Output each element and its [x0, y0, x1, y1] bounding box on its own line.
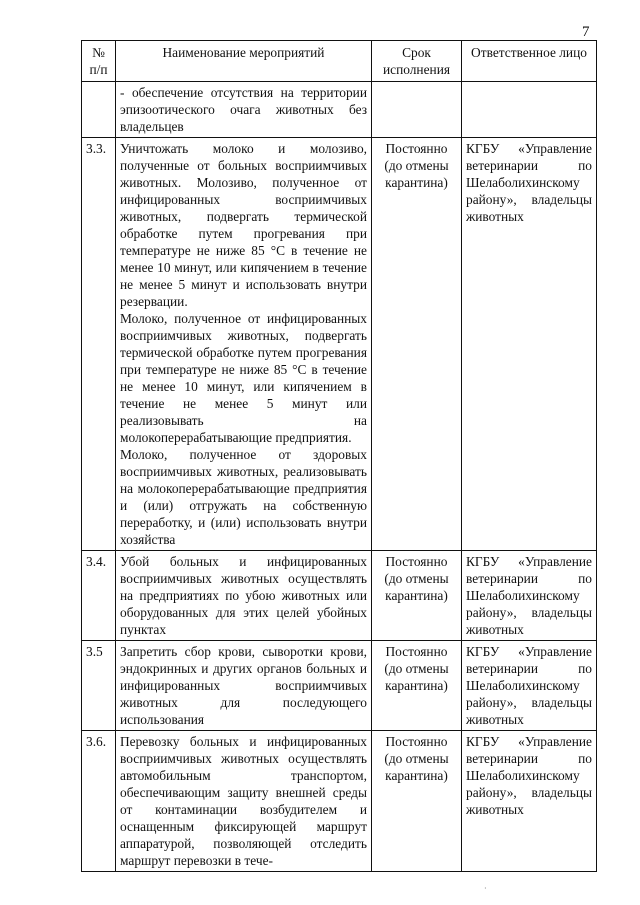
responsible-cell: КГБУ «Управление ветеринарии по Шелаболихинскому району», владельцы животных: [462, 731, 597, 872]
measure-paragraph: Перевозку больных и инфицированных восприимчивых животных осуществлять автомобильным транспортом, обеспечивающим защиту внешней среды от контаминации возбудителем и оснащенным фиксирующей маршрут аппаратурой, позволяющей отследить маршрут перевозки в тече-: [120, 734, 367, 868]
row-number: 3.5: [82, 641, 116, 731]
responsible-cell: КГБУ «Управление ветеринарии по Шелаболихинскому району», владельцы животных: [462, 551, 597, 641]
term-cell: Постоянно (до отмены карантина): [372, 138, 462, 551]
measure-text: [116, 82, 372, 138]
table-header-row: [82, 41, 597, 82]
measure-text: [116, 138, 372, 551]
header-num: № п/п: [82, 41, 116, 82]
measures-table: [81, 40, 597, 872]
table-row: [82, 731, 597, 872]
measure-paragraph: Молоко, полученное от инфицированных восприимчивых животных, подвергать термической обработке путем прогревания при температуре не ниже 85 °С в течение не менее 10 минут, или кипячением в течение не менее 5 минут или реализовывать на молокоперерабатывающие предприятия.: [120, 311, 367, 445]
measure-paragraph: Уничтожать молоко и молозиво, полученные от больных восприимчивых животных. Молозиво, полученное от инфицированных восприимчивых животных, подвергать термической обработке путем прогревания при температуре не ниже 85 °С в течение не менее 10 минут, или кипячением в течение не менее 5 минут и использовать внутри резервации.: [120, 141, 367, 309]
table-row: [82, 551, 597, 641]
row-number: 3.3.: [82, 138, 116, 551]
header-name: Наименование мероприятий: [116, 41, 372, 82]
responsible-cell: КГБУ «Управление ветеринарии по Шелаболихинскому району», владельцы животных: [462, 138, 597, 551]
table-row: [82, 138, 597, 551]
row-number: 3.6.: [82, 731, 116, 872]
page-number: 7: [582, 24, 590, 40]
measure-paragraph: - обеспечение отсутствия на территории эпизоотического очага животных без владельцев: [120, 85, 367, 134]
row-number: [82, 82, 116, 138]
term-cell: Постоянно (до отмены карантина): [372, 641, 462, 731]
header-responsible: Ответственное лицо: [462, 41, 597, 82]
responsible-cell: [462, 82, 597, 138]
measure-text: [116, 641, 372, 731]
term-cell: Постоянно (до отмены карантина): [372, 731, 462, 872]
measure-text: [116, 551, 372, 641]
header-term: Срок исполнения: [372, 41, 462, 82]
responsible-cell: КГБУ «Управление ветеринарии по Шелаболихинскому району», владельцы животных: [462, 641, 597, 731]
measure-text: [116, 731, 372, 872]
scan-speck: ·: [484, 884, 487, 893]
table-row: [82, 641, 597, 731]
measure-paragraph: Молоко, полученное от здоровых восприимчивых животных, реализовывать на молокоперерабатывающие предприятия и (или) отгружать на собственную переработку, и (или) использовать внутри хозяйства: [120, 447, 367, 547]
table-row: [82, 82, 597, 138]
row-number: 3.4.: [82, 551, 116, 641]
term-cell: Постоянно (до отмены карантина): [372, 551, 462, 641]
term-cell: [372, 82, 462, 138]
measure-paragraph: Запретить сбор крови, сыворотки крови, эндокринных и других органов больных и инфицированных восприимчивых животных для последующего использования: [120, 644, 367, 727]
measure-paragraph: Убой больных и инфицированных восприимчивых животных осуществлять на предприятиях по убою животных или оборудованных для этих целей убойных пунктах: [120, 554, 367, 637]
